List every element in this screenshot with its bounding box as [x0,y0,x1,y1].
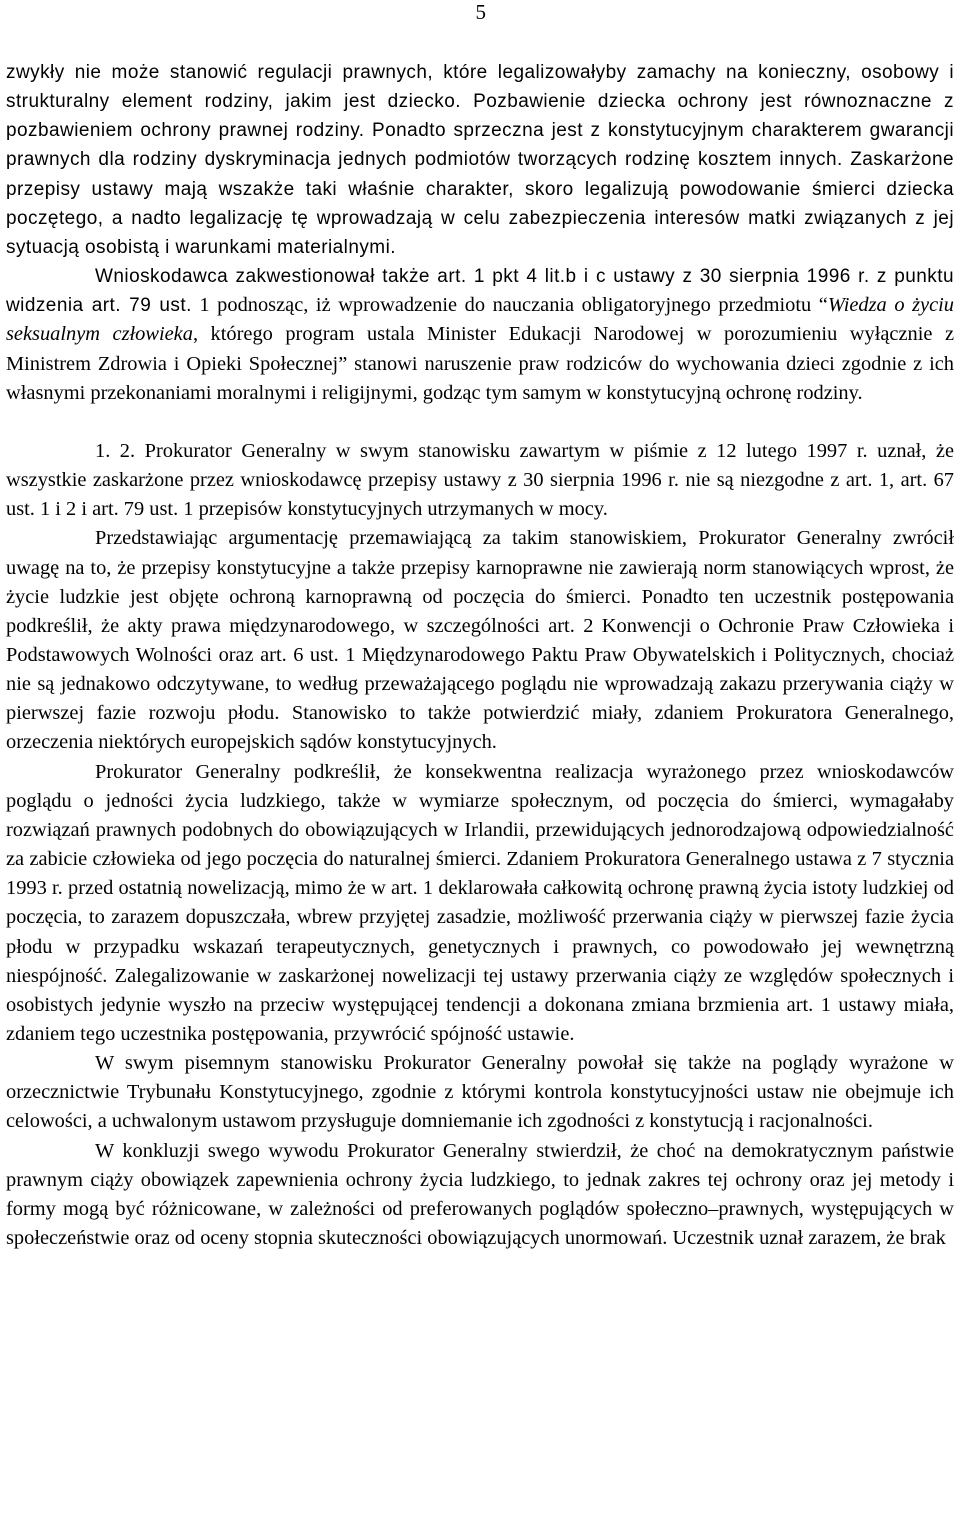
section-gap [6,408,954,437]
paragraph-continued: zwykły nie może stanowić regulacji prawnych, które legalizowałyby zamachy na konieczny, osobowy i strukturalny element rodziny, jakim jest dziecko. Pozbawienie dziecka ochrony jest równoznaczne z pozbawieniem ochrony prawnej rodziny. Ponadto sprzeczna jest z konstytucyjnym charakterem gwarancji prawnych dla rodziny dyskryminacja jednych podmiotów tworzących rodzinę kosztem innych. Zaskarżone przepisy ustawy mają wszakże taki właśnie charakter, skoro legalizują powodowanie śmierci dziecka poczętego, a nadto legalizację tę wprowadzają w celu zabezpieczenia interesów matki związanych z jej sytuacją osobistą i warunkami materialnymi. [6,62,954,258]
paragraph-prokurator-stanowisko: 1. 2. Prokurator Generalny w swym stanowisku zawartym w piśmie z 12 lutego 1997 r. uznał, że wszystkie zaskarżone przez wnioskodawcę przepisy ustawy z 30 sierpnia 1996 r. nie są niezgodne z art. 1, art. 67 ust. 1 i 2 i art. 79 ust. 1 przepisów konstytucyjnych utrzymanych w mocy. [6,439,954,521]
paragraph-wnioskodawca [6,262,954,408]
paragraph-wnioskodawca-part-b: 1 podnosząc, iż wprowadzenie do nauczania obligatoryjnego przedmiotu “ [191,294,828,317]
page-number: 5 [475,0,486,24]
paragraph-wnioskodawca-part-a: Wnioskodawca zakwestionował także art. 1 pkt 4 lit.b i c ustawy z 30 sierpnia 1996 r. z punktu widzenia art. 79 ust. [6,266,954,317]
paragraph-pisemne-stanowisko: W swym pisemnym stanowisku Prokurator Generalny powołał się także na poglądy wyrażone w orzecznictwie Trybunału Konstytucyjnego, zgodnie z którymi kontrola konstytucyjności ustaw nie obejmuje ich celowości, a uchwalonym ustawom przysługuje domniemanie ich zgodności z konstytucją i racjonalności. [6,1052,954,1133]
paragraph-wnioskodawca-part-d: , którego program ustala Minister Edukacji Narodowej w porozumieniu wyłącznie z Ministrem Zdrowia i Opieki Społecznej” stanowi naruszenie praw rodziców do wychowania dzieci zgodnie z ich własnymi przekonaniami moralnymi i religijnymi, godząc tym samym w konstytucyjną ochronę rodziny. [6,323,954,404]
paragraph-argumentacja: Przedstawiając argumentację przemawiającą za takim stanowiskiem, Prokurator Generalny zwrócił uwagę na to, że przepisy konstytucyjne a także przepisy karnoprawne nie zawierają norm stanowiących wprost, że życie ludzkie jest objęte ochroną karnoprawną od poczęcia do śmierci. Ponadto ten uczestnik postępowania podkreślił, że akty prawa międzynarodowego, w szczególności art. 2 Konwencji o Ochronie Praw Człowieka i Podstawowych Wolności oraz art. 6 ust. 1 Międzynarodowego Paktu Praw Obywatelskich i Politycznych, chociaż nie są jednakowo odczytywane, to według przeważającego poglądu nie wprowadzają zakazu przerywania ciąży w pierwszej fazie rozwoju płodu. Stanowisko to także potwierdzić miały, zdaniem Prokuratora Generalnego, orzeczenia niektórych europejskich sądów konstytucyjnych. [6,527,954,754]
document-body [6,58,954,1253]
paragraph-konkluzja: W konkluzji swego wywodu Prokurator Generalny stwierdził, że choć na demokratycznym państwie prawnym ciąży obowiązek zapewnienia ochrony życia ludzkiego, to jednak zakres tej ochrony oraz jej metody i formy mogą być różnicowane, w zależności od preferowanych poglądów społeczno–prawnych, występujących w społeczeństwie oraz od oceny stopnia skuteczności obowiązujących unormowań. Uczestnik uznał zarazem, że brak [6,1139,954,1250]
paragraph-podkreslil: Prokurator Generalny podkreślił, że konsekwentna realizacja wyrażonego przez wnioskodawców poglądu o jedności życia ludzkiego, także w wymiarze społecznym, od poczęcia do śmierci, wymagałaby rozwiązań prawnych podobnych do obowiązujących w Irlandii, przewidujących jednorodzajową odpowiedzialność za zabicie człowieka od jego poczęcia do naturalnej śmierci. Zdaniem Prokuratora Generalnego ustawa z 7 stycznia 1993 r. przed ostatnią nowelizacją, mimo że w art. 1 deklarowała całkowitą ochronę prawną życia istoty ludzkiej od poczęcia, to zarazem dopuszczała, wbrew przyjętej zasadzie, możliwość przerwania ciąży w pierwszej fazie życia płodu w przypadku wskazań terapeutycznych, genetycznych i prawnych, co powodowało jej wewnętrzną niespójność. Zalegalizowanie w zaskarżonej nowelizacji tej ustawy przerwania ciąży ze względów społecznych i osobistych jedynie wyszło na przeciw występującej tendencji a dokonana zmiana brzmienia art. 1 ustawy miała, zdaniem tego uczestnika postępowania, przywrócić spójność ustawie. [6,760,954,1045]
subject-title: Wiedza o życiu seksualnym człowieka [6,294,954,346]
